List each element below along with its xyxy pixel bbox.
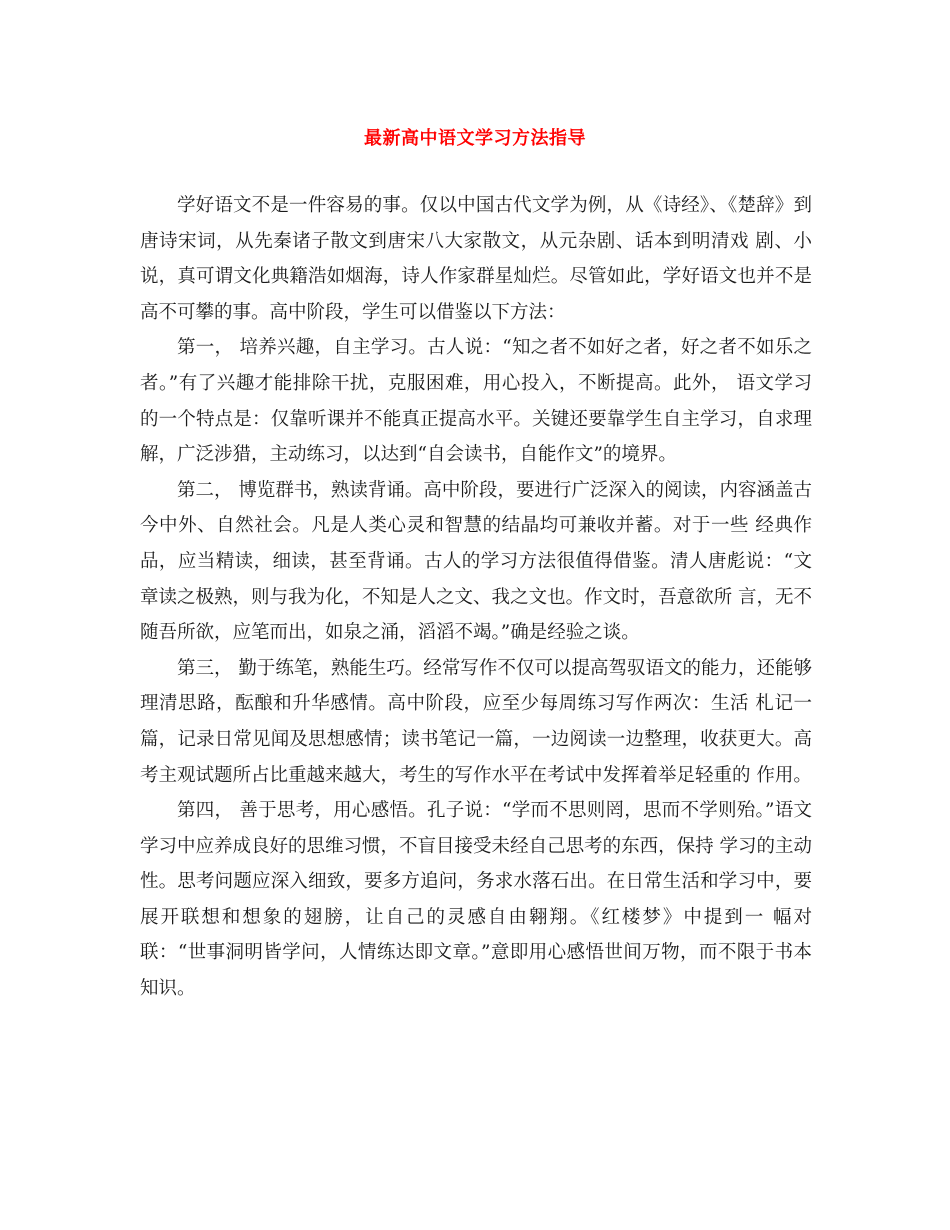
paragraph-method-2: 第二， 博览群书，熟读背诵。高中阶段，要进行广泛深入的阅读，内容涵盖古今中外、自然社会。凡是人类心灵和智慧的结晶均可兼收并蓄。对于一些 经典作品，应当精读，细读，甚至背诵。古人的学习方法很值得借鉴。清人唐彪说：“文章读之极熟，则与我为化，不知是人之文、我之文也。作文时，吾意欲所 言，无不随吾所欲，应笔而出，如泉之涌，滔滔不竭。”确是经验之谈。 <box>140 479 812 644</box>
paragraph-method-1: 第一， 培养兴趣，自主学习。古人说：“知之者不如好之者，好之者不如乐之者。”有了兴趣才能排除干扰，克服困难，用心投入，不断提高。此外， 语文学习的一个特点是：仅靠听课并不能真正提高水平。关键还要靠学生自主学习，自求理解，广泛涉猎，主动练习，以达到“自会读书，自能作文”的境界。 <box>140 337 812 466</box>
paragraph-method-4: 第四， 善于思考，用心感悟。孔子说：“学而不思则罔，思而不学则殆。”语文学习中应养成良好的思维习惯，不盲目接受未经自己思考的东西，保持 学习的主动性。思考问题应深入细致，要多方追问，务求水落石出。在日常生活和学习中，要展开联想和想象的翅膀，让自己的灵感自由翱翔。《红楼梦》中提到一 幅对联：“世事洞明皆学问，人情练达即文章。”意即用心感悟世间万物，而不限于书本知识。 <box>140 800 812 1000</box>
paragraph-intro: 学好语文不是一件容易的事。仅以中国古代文学为例，从《诗经》、《楚辞》到唐诗宋词，从先秦诸子散文到唐宋八大家散文，从元杂剧、话本到明清戏 剧、小说，真可谓文化典籍浩如烟海，诗人作家群星灿烂。尽管如此，学好语文也并不是高不可攀的事。高中阶段，学生可以借鉴以下方法： <box>140 195 812 323</box>
document-title: 最新高中语文学习方法指导 <box>364 128 586 149</box>
document-body <box>140 188 812 1007</box>
paragraph-method-3: 第三， 勤于练笔，熟能生巧。经常写作不仅可以提高驾驭语文的能力，还能够理清思路，酝酿和升华感情。高中阶段，应至少每周练习写作两次：生活 札记一篇，记录日常见闻及思想感情；读书笔记一篇，一边阅读一边整理，收获更大。高考主观试题所占比重越来越大，考生的写作水平在考试中发挥着举足轻重的 作用。 <box>140 657 812 786</box>
